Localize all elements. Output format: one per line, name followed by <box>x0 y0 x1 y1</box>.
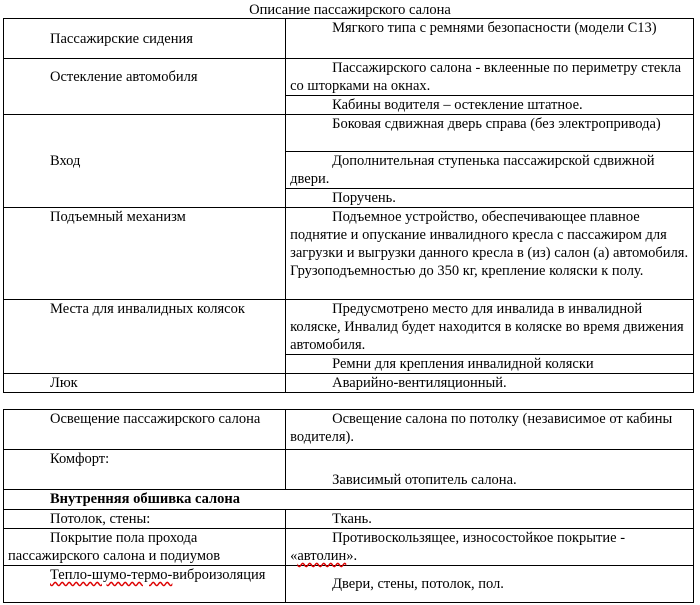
salon-description-table <box>3 18 694 393</box>
row-value: Подъемное устройство, обеспечивающее плавное поднятие и опускание инвалидного кресла с пассажиром для загрузки и выгрузки данного кресла в (из) салон (а) автомобиля. Грузоподъемностью до 350 кг, крепление коляски к полу. <box>286 208 694 300</box>
row-value: Зависимый отопитель салона. <box>286 450 694 490</box>
table-row <box>4 374 694 393</box>
value-text: ». <box>346 548 358 564</box>
row-label: Потолок, стены: <box>4 510 286 529</box>
row-label: Места для инвалидных колясок <box>4 300 286 374</box>
row-value <box>286 529 694 566</box>
table-row <box>4 115 694 152</box>
table-row <box>4 566 694 603</box>
table-row <box>4 410 694 450</box>
row-value: Предусмотрено место для инвалида в инвалидной коляске, Инвалид будет находится в коляске во время движения автомобиля. <box>286 300 694 355</box>
page-title: Описание пассажирского салона <box>249 2 451 18</box>
row-label: Остекление автомобиля <box>4 59 286 115</box>
spell-underlined-word: Тепло-шумо-термо- <box>50 567 173 583</box>
row-label: Вход <box>4 115 286 208</box>
row-value: Аварийно-вентиляционный. <box>286 374 694 393</box>
row-label: Освещение пассажирского салона <box>4 410 286 450</box>
row-value: Ремни для крепления инвалидной коляски <box>286 355 694 374</box>
spell-underlined-word: автолин <box>297 548 347 564</box>
row-label: Подъемный механизм <box>4 208 286 300</box>
table-row <box>4 19 694 59</box>
table-row <box>4 59 694 96</box>
row-label <box>4 566 286 603</box>
row-value: Двери, стены, потолок, пол. <box>286 566 694 603</box>
row-value: Кабины водителя – остекление штатное. <box>286 96 694 115</box>
row-value: Дополнительная ступенька пассажирской сдвижной двери. <box>286 152 694 189</box>
row-label: Люк <box>4 374 286 393</box>
table-row <box>4 450 694 490</box>
row-value: Ткань. <box>286 510 694 529</box>
table-row <box>4 529 694 566</box>
comfort-table <box>3 409 694 603</box>
table-row <box>4 208 694 300</box>
value-text: Противоскользящее, износостойкое покрытие - « <box>290 530 626 564</box>
table-row <box>4 490 694 510</box>
table-row <box>4 300 694 355</box>
label-text: виброизоляция <box>172 567 266 583</box>
row-label: Покрытие пола прохода пассажирского салона и подиумов <box>4 529 286 566</box>
row-value: Освещение салона по потолку (независимое от кабины водителя). <box>286 410 694 450</box>
row-value: Мягкого типа с ремнями безопасности (модели С13) <box>286 19 694 59</box>
row-label: Пассажирские сидения <box>4 19 286 59</box>
row-label: Комфорт: <box>4 450 286 490</box>
row-value: Поручень. <box>286 189 694 208</box>
section-heading: Внутренняя обшивка салона <box>4 490 694 510</box>
row-value: Боковая сдвижная дверь справа (без электропривода) <box>286 115 694 152</box>
table-row <box>4 510 694 529</box>
row-value: Пассажирского салона - вклеенные по периметру стекла со шторками на окнах. <box>286 59 694 96</box>
